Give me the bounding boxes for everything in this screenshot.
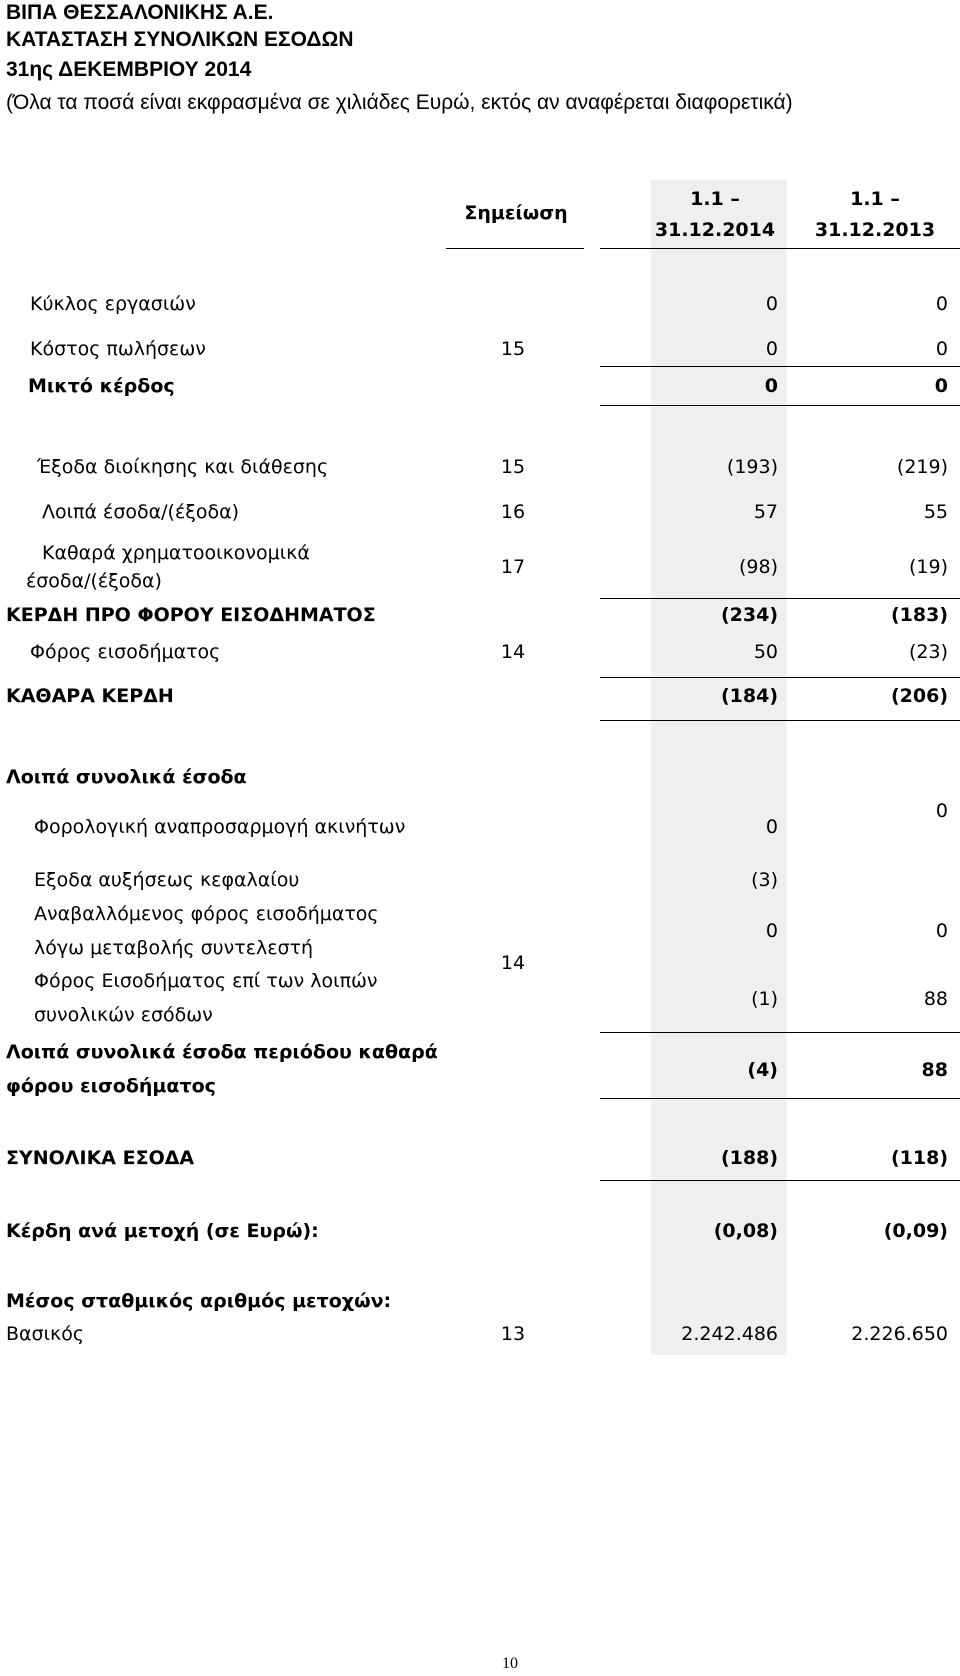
cost-of-sales-2013: 0 (935, 338, 948, 360)
deferred-tax-2014: 0 (765, 920, 778, 942)
col-2014-header-bottom: 31.12.2014 (654, 219, 776, 241)
total-income-bottom-rule (600, 1180, 960, 1181)
income-tax-2013: (23) (908, 641, 948, 663)
gross-profit-label: Μικτό κέρδος (28, 375, 175, 397)
finance-note: 17 (500, 556, 526, 578)
year-header-underline (600, 248, 960, 249)
cost-of-sales-label: Κόστος πωλήσεων (30, 338, 206, 360)
oci-net-top-rule (600, 1032, 960, 1033)
shares-heading: Μέσος σταθμικός αριθμός μετοχών: (6, 1290, 392, 1312)
deferred-tax-2013: 0 (935, 920, 948, 942)
oci-group-note: 14 (500, 952, 526, 974)
basic-2013: 2.226.650 (851, 1323, 948, 1345)
col-2013-header-bottom: 31.12.2013 (814, 219, 936, 241)
oci-tax-2014: (1) (751, 988, 778, 1010)
gross-profit-2013: 0 (934, 375, 948, 397)
oci-net-2014: (4) (747, 1059, 778, 1081)
admin-expenses-note: 15 (500, 456, 526, 478)
amounts-note: (Όλα τα ποσά είναι εκφρασμένα σε χιλιάδες Ευρώ, εκτός αν αναφέρεται διαφορετικά) (6, 91, 793, 114)
oci-tax-label-line1: Φόρος Εισοδήματος επί των λοιπών (34, 970, 378, 992)
property-reval-2014: 0 (765, 816, 778, 838)
admin-expenses-2013: (219) (896, 456, 948, 478)
income-tax-label: Φόρος εισοδήματος (30, 641, 221, 663)
basic-label: Βασικός (6, 1323, 85, 1345)
revenue-2014: 0 (765, 293, 778, 315)
oci-heading: Λοιπά συνολικά έσοδα (6, 766, 247, 788)
note-column-header: Σημείωση (464, 202, 568, 224)
col-2013-header-top: 1.1 – (850, 188, 900, 210)
pretax-2013: (183) (890, 604, 948, 626)
property-reval-label: Φορολογική αναπροσαρμογή ακινήτων (34, 816, 406, 838)
pretax-2014: (234) (720, 604, 778, 626)
net-profit-2013: (206) (890, 685, 948, 707)
net-profit-2014: (184) (720, 685, 778, 707)
gross-profit-2014: 0 (764, 375, 778, 397)
cost-of-sales-2014: 0 (765, 338, 778, 360)
gross-profit-top-rule (600, 366, 960, 367)
col-2014-header-top: 1.1 – (690, 188, 740, 210)
finance-label-line1: Καθαρά χρηματοοικονομικά (42, 542, 310, 564)
capital-increase-label: Εξοδα αυξήσεως κεφαλαίου (34, 869, 300, 891)
net-profit-label: ΚΑΘΑΡΑ ΚΕΡΔΗ (6, 685, 174, 707)
finance-label-line2: έσοδα/(έξοδα) (26, 570, 162, 592)
deferred-tax-label-line1: Αναβαλλόμενος φόρος εισοδήματος (34, 903, 379, 925)
total-income-label: ΣΥΝΟΛΙΚΑ ΕΣΟΔΑ (6, 1147, 195, 1169)
note-header-underline (446, 248, 584, 249)
oci-net-bottom-rule (600, 1098, 960, 1099)
oci-net-label-line1: Λοιπά συνολικά έσοδα περιόδου καθαρά (6, 1041, 438, 1063)
gross-profit-bottom-rule (600, 405, 960, 406)
finance-2013: (19) (908, 556, 948, 578)
statement-date: 31ης ΔΕΚΕΜΒΡΙΟΥ 2014 (6, 58, 252, 81)
revenue-label: Κύκλος εργασιών (30, 293, 196, 315)
revenue-2013: 0 (935, 293, 948, 315)
other-income-note: 16 (500, 501, 526, 523)
admin-expenses-2014: (193) (726, 456, 778, 478)
basic-2014: 2.242.486 (681, 1323, 778, 1345)
oci-net-2013: 88 (921, 1059, 948, 1081)
eps-2014: (0,08) (713, 1220, 778, 1242)
income-tax-note: 14 (500, 641, 526, 663)
oci-tax-2013: 88 (923, 988, 948, 1010)
deferred-tax-label-line2: λόγω μεταβολής συντελεστή (34, 937, 314, 959)
eps-label: Κέρδη ανά μετοχή (σε Ευρώ): (6, 1220, 319, 1242)
eps-2013: (0,09) (883, 1220, 948, 1242)
capital-increase-2014: (3) (751, 869, 778, 891)
cost-of-sales-note: 15 (500, 338, 526, 360)
basic-note: 13 (500, 1323, 526, 1345)
net-profit-bottom-rule (600, 720, 960, 721)
net-profit-top-rule (600, 677, 960, 678)
total-income-2013: (118) (890, 1147, 948, 1169)
admin-expenses-label: Έξοδα διοίκησης και διάθεσης (37, 456, 329, 478)
page-number: 10 (502, 1655, 518, 1672)
statement-title: ΚΑΤΑΣΤΑΣΗ ΣΥΝΟΛΙΚΩΝ ΕΣΟΔΩΝ (6, 28, 354, 51)
pretax-label: ΚΕΡΔΗ ΠΡΟ ΦΟΡΟΥ ΕΙΣΟΔΗΜΑΤΟΣ (6, 604, 376, 626)
oci-tax-label-line2: συνολικών εσόδων (34, 1004, 213, 1026)
other-income-2013: 55 (923, 501, 948, 523)
oci-net-label-line2: φόρου εισοδήματος (6, 1075, 216, 1097)
income-tax-2014: 50 (753, 641, 778, 663)
other-income-2014: 57 (753, 501, 778, 523)
company-name: ΒΙΠΑ ΘΕΣΣΑΛΟΝΙΚΗΣ Α.Ε. (6, 1, 274, 24)
pretax-top-rule (600, 598, 960, 599)
total-income-2014: (188) (720, 1147, 778, 1169)
property-reval-2013: 0 (935, 800, 948, 822)
finance-2014: (98) (738, 556, 778, 578)
other-income-label: Λοιπά έσοδα/(έξοδα) (42, 501, 240, 523)
